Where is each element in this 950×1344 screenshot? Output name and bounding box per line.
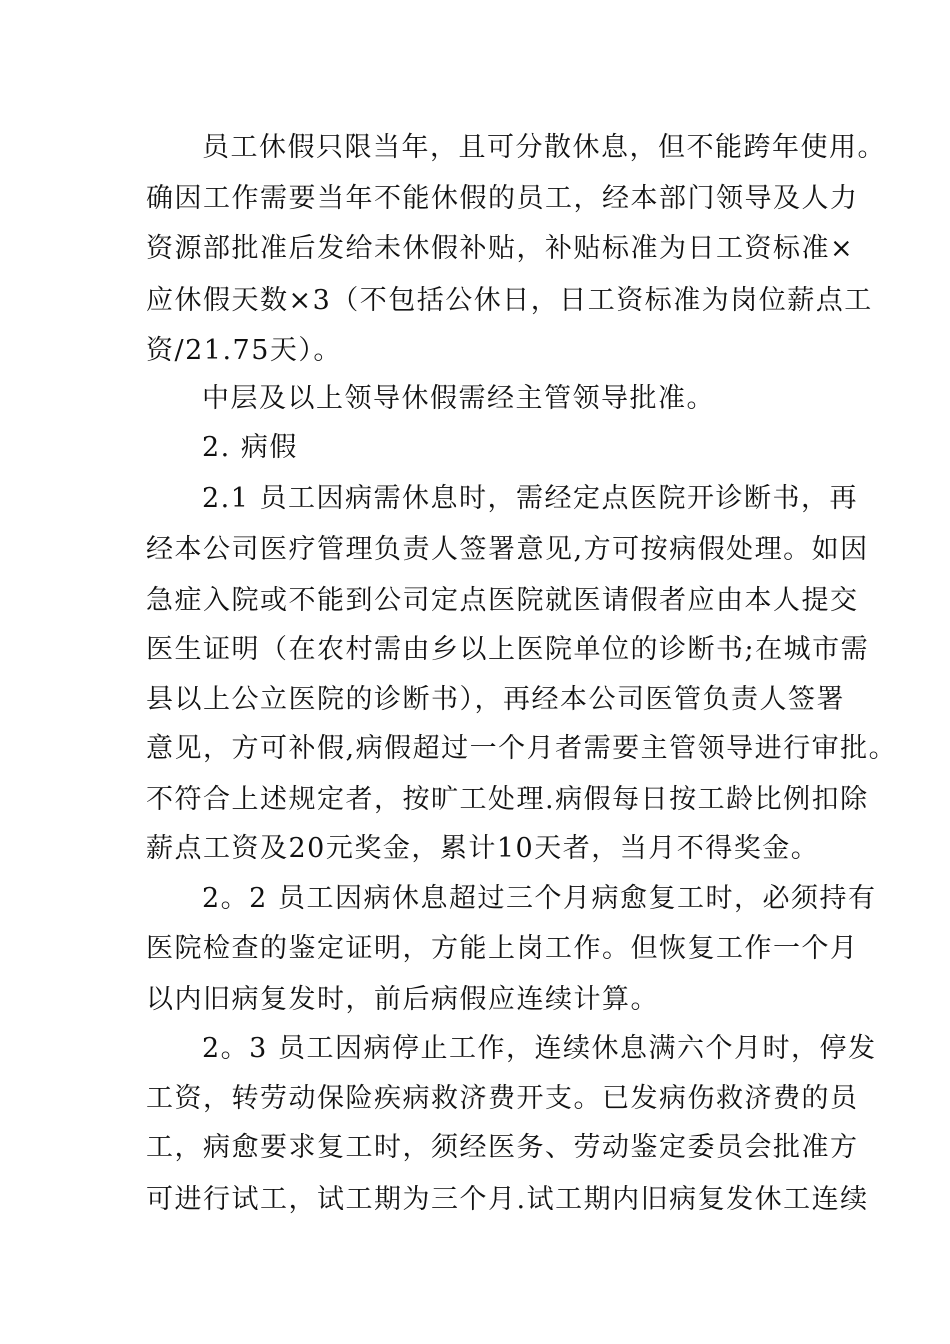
text-line: 工资，转劳动保险疾病救济费开支。已发病伤救济费的员: [146, 1083, 859, 1114]
text-line: 县以上公立医院的诊断书），再经本公司医管负责人签署: [146, 684, 845, 715]
text-line: 中层及以上领导休假需经主管领导批准。: [202, 383, 715, 414]
text-line: 2。3 员工因病停止工作，连续休息满六个月时，停发: [202, 1033, 877, 1064]
text-line: 资/21.75天）。: [146, 335, 342, 366]
text-line: 薪点工资及20元奖金，累计10天者，当月不得奖金。: [146, 833, 820, 864]
text-line: 可进行试工，试工期为三个月.试工期内旧病复发休工连续: [146, 1184, 869, 1215]
text-line: 确因工作需要当年不能休假的员工，经本部门领导及人力: [146, 183, 859, 214]
section-heading: 2. 病假: [202, 432, 298, 463]
text-line: 资源部批准后发给未休假补贴，补贴标准为日工资标准×: [146, 233, 855, 264]
text-line: 医院检查的鉴定证明，方能上岗工作。但恢复工作一个月: [146, 933, 859, 964]
text-line: 2.1 员工因病需休息时，需经定点医院开诊断书，再: [202, 483, 859, 514]
text-line: 医生证明（在农村需由乡以上医院单位的诊断书;在城市需: [146, 634, 870, 665]
text-line: 不符合上述规定者，按旷工处理.病假每日按工龄比例扣除: [146, 784, 869, 815]
text-line: 以内旧病复发时，前后病假应连续计算。: [146, 984, 659, 1015]
text-line: 意见，方可补假,病假超过一个月者需要主管领导进行审批。: [146, 733, 898, 764]
text-line: 经本公司医疗管理负责人签署意见,方可按病假处理。如因: [146, 534, 869, 565]
text-line: 急症入院或不能到公司定点医院就医请假者应由本人提交: [146, 585, 859, 616]
text-line: 员工休假只限当年，且可分散休息，但不能跨年使用。: [202, 132, 886, 163]
text-line: 2。2 员工因病休息超过三个月病愈复工时，必须持有: [202, 883, 877, 914]
text-line: 应休假天数×3（不包括公休日，日工资标准为岗位薪点工: [146, 285, 873, 316]
text-line: 工，病愈要求复工时，须经医务、劳动鉴定委员会批准方: [146, 1132, 859, 1163]
